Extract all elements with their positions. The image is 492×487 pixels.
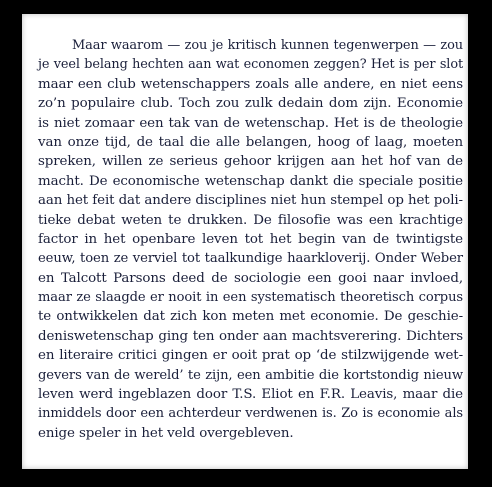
text-line: aan het feit dat andere disciplines niet hun stempel op het poli-: [38, 193, 463, 209]
text-line: te ontwikkelen dat zich kon meten met economie. De geschie-: [38, 309, 463, 325]
text-line: je veel belang hechten aan wat economen zeggen? Het is per slot: [38, 57, 463, 73]
text-line: gevers van de wereld’ te zijn, een ambitie die kortstondig nieuw: [38, 367, 463, 383]
book-page: [22, 14, 468, 469]
text-line: van onze tijd, de taal die alle belangen, hoog of laag, moeten: [38, 134, 463, 150]
text-line: en literaire critici gingen er ooit prat op ‘de stilzwijgende wet-: [38, 348, 463, 364]
paragraph: [38, 36, 463, 443]
text-line: maar ze slaagde er nooit in een systematisch theoretisch corpus: [38, 290, 463, 306]
text-line: maar een club wetenschappers zoals alle andere, en niet eens: [38, 76, 463, 92]
text-line: Maar waarom — zou je kritisch kunnen tegenwerpen — zou: [72, 38, 463, 53]
text-line: en Talcott Parsons deed de sociologie een gooi naar invloed,: [38, 270, 463, 286]
text-line: eeuw, toen ze verviel tot taalkundige haarkloverij. Onder Weber: [38, 251, 463, 267]
text-line: spreken, willen ze serieus gehoor krijgen aan het hof van de: [38, 154, 463, 170]
text-line: tieke debat weten te drukken. De filosofie was een krachtige: [38, 212, 463, 228]
text-line: factor in het openbare leven tot het begin van de twintigste: [38, 231, 463, 247]
text-line: deniswetenschap ging ten onder aan machtsverering. Dichters: [38, 328, 463, 344]
text-line: inmiddels door een achterdeur verdwenen is. Zo is economie als: [38, 406, 463, 422]
text-line: zo’n populaire club. Toch zou zulk dedain dom zijn. Economie: [38, 96, 463, 112]
text-line: leven werd ingeblazen door T.S. Eliot en F.R. Leavis, maar die: [38, 387, 463, 403]
text-line: macht. De economische wetenschap dankt die speciale positie: [38, 173, 463, 189]
text-line: enige speler in het veld overgebleven.: [38, 425, 294, 441]
text-line: is niet zomaar een tak van de wetenschap. Het is de theologie: [38, 115, 463, 131]
